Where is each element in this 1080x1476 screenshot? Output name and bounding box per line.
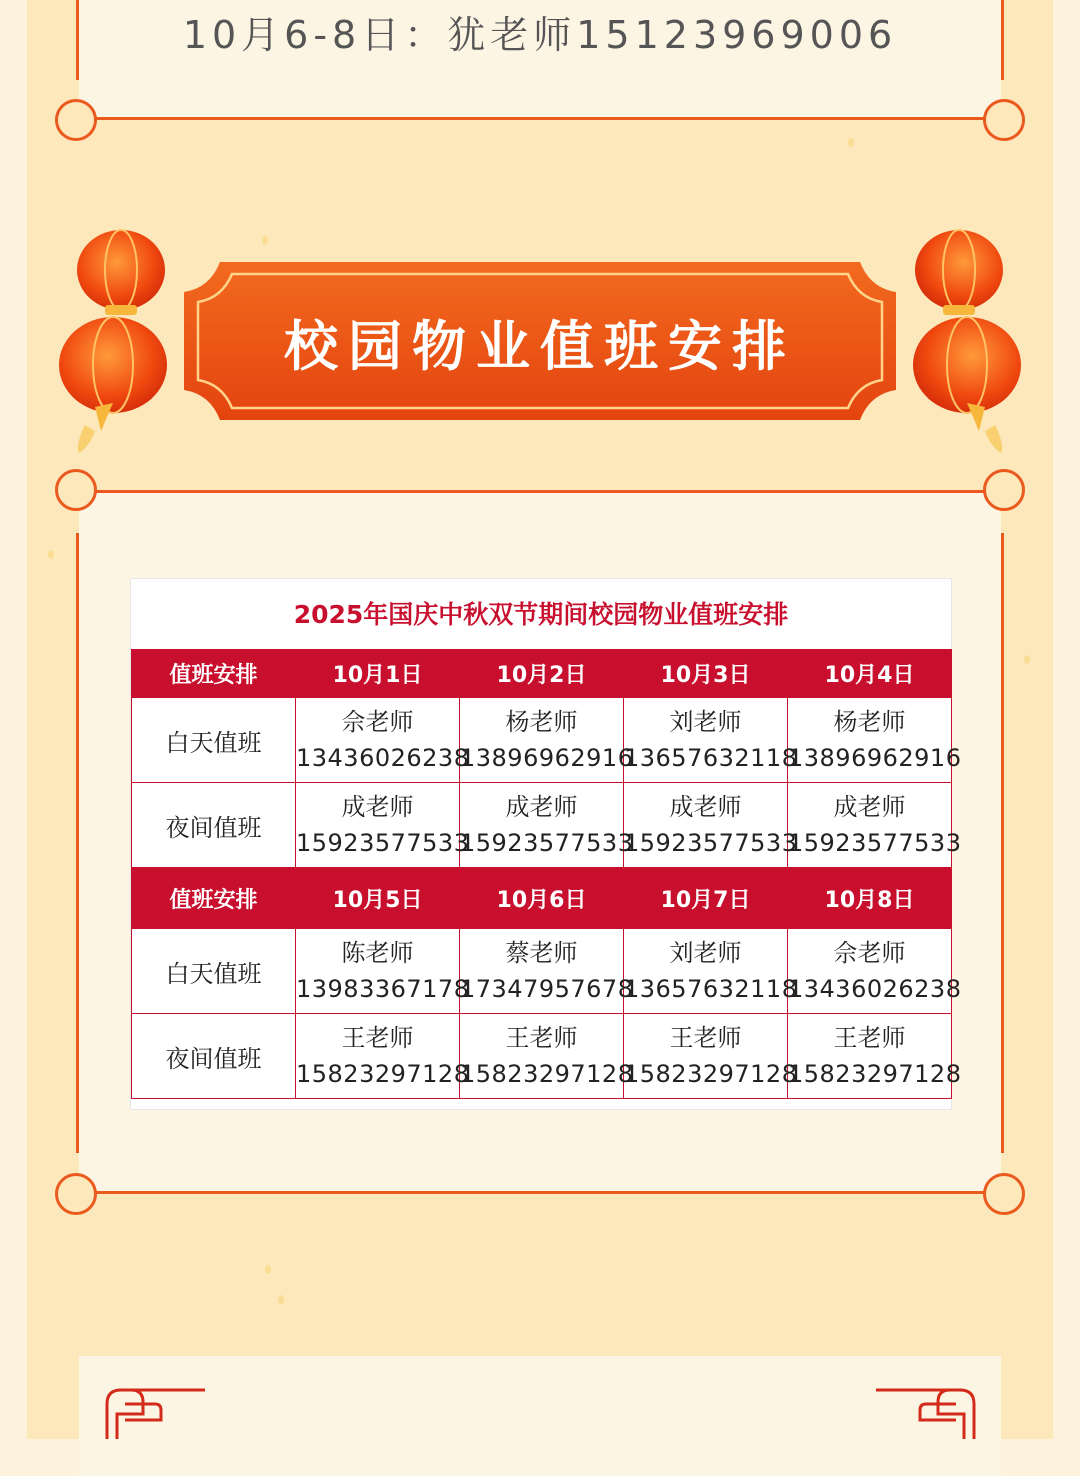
staff-phone: 13436026238 <box>788 975 962 1003</box>
staff-name: 陈老师 <box>341 939 414 967</box>
staff-phone: 15823297128 <box>788 1060 962 1088</box>
date-cell: 10月5日 <box>296 868 460 929</box>
section-banner <box>180 258 900 424</box>
chinese-knot-icon <box>103 1386 208 1443</box>
staff-phone: 17347957678 <box>460 975 634 1003</box>
duty-cell <box>624 783 798 868</box>
staff-name: 佘老师 <box>833 939 906 967</box>
schedule-title: 2025年国庆中秋双节期间校园物业值班安排 <box>293 600 789 629</box>
contact-card <box>79 0 1001 120</box>
date-cell: 10月2日 <box>460 650 624 698</box>
staff-name: 刘老师 <box>669 708 742 736</box>
staff-name: 王老师 <box>833 1024 906 1052</box>
staff-phone: 15923577533 <box>624 829 798 857</box>
duty-cell <box>788 1014 962 1099</box>
staff-phone: 15923577533 <box>296 829 470 857</box>
staff-name: 王老师 <box>669 1024 742 1052</box>
row-label: 白天值班 <box>132 698 296 783</box>
lantern-icon <box>905 225 1025 464</box>
duty-cell <box>624 698 798 783</box>
date-cell: 10月3日 <box>624 650 788 698</box>
duty-cell <box>788 698 962 783</box>
sparkle-decoration <box>278 1295 284 1304</box>
row-label: 夜间值班 <box>132 1014 296 1099</box>
staff-name: 蔡老师 <box>505 939 578 967</box>
header-cell: 值班安排 <box>132 868 296 929</box>
staff-name: 王老师 <box>341 1024 414 1052</box>
schedule-sheet <box>130 578 962 1110</box>
date-cell: 10月4日 <box>788 650 952 698</box>
duty-cell <box>460 783 634 868</box>
staff-name: 刘老师 <box>669 939 742 967</box>
sparkle-decoration <box>262 236 268 245</box>
next-section-card <box>79 1356 1001 1476</box>
duty-table <box>131 649 962 1099</box>
duty-cell <box>460 929 634 1014</box>
duty-cell <box>624 929 798 1014</box>
header-cell: 值班安排 <box>132 650 296 698</box>
staff-phone: 15923577533 <box>788 829 962 857</box>
sparkle-decoration <box>1024 655 1030 664</box>
date-cell: 10月7日 <box>624 868 788 929</box>
duty-cell <box>296 698 470 783</box>
duty-cell <box>624 1014 798 1099</box>
staff-name: 成老师 <box>833 793 906 821</box>
lantern-icon <box>55 225 175 464</box>
sparkle-decoration <box>265 1265 271 1274</box>
duty-cell <box>296 1014 470 1099</box>
date-cell: 10月8日 <box>788 868 952 929</box>
duty-cell <box>460 1014 634 1099</box>
staff-phone: 13657632118 <box>624 744 798 772</box>
duty-cell <box>788 783 962 868</box>
table-header-row <box>132 868 952 929</box>
staff-phone: 15823297128 <box>460 1060 634 1088</box>
table-row <box>132 1014 952 1099</box>
sparkle-decoration <box>848 138 854 147</box>
staff-name: 杨老师 <box>833 708 906 736</box>
duty-cell <box>296 929 470 1014</box>
staff-phone: 13657632118 <box>624 975 798 1003</box>
staff-phone: 13896962916 <box>460 744 634 772</box>
banner-title: 校园物业值班安排 <box>284 315 796 378</box>
table-row <box>132 698 952 783</box>
staff-name: 成老师 <box>341 793 414 821</box>
contact-line: 10月6-8日：犹老师15123969006 <box>182 13 898 57</box>
staff-phone: 15823297128 <box>624 1060 798 1088</box>
chinese-knot-icon <box>873 1386 978 1443</box>
staff-name: 成老师 <box>505 793 578 821</box>
table-row <box>132 929 952 1014</box>
row-label: 白天值班 <box>132 929 296 1014</box>
staff-phone: 13983367178 <box>296 975 470 1003</box>
table-row <box>132 783 952 868</box>
row-label: 夜间值班 <box>132 783 296 868</box>
staff-name: 杨老师 <box>505 708 578 736</box>
staff-phone: 15823297128 <box>296 1060 470 1088</box>
sparkle-decoration <box>48 550 54 559</box>
date-cell: 10月6日 <box>460 868 624 929</box>
staff-name: 王老师 <box>505 1024 578 1052</box>
staff-phone: 13896962916 <box>788 744 962 772</box>
staff-phone: 15923577533 <box>460 829 634 857</box>
duty-cell <box>788 929 962 1014</box>
duty-cell <box>296 783 470 868</box>
date-cell: 10月1日 <box>296 650 460 698</box>
staff-name: 成老师 <box>669 793 742 821</box>
staff-phone: 13436026238 <box>296 744 470 772</box>
staff-name: 佘老师 <box>341 708 414 736</box>
table-header-row <box>132 650 952 698</box>
duty-cell <box>460 698 634 783</box>
